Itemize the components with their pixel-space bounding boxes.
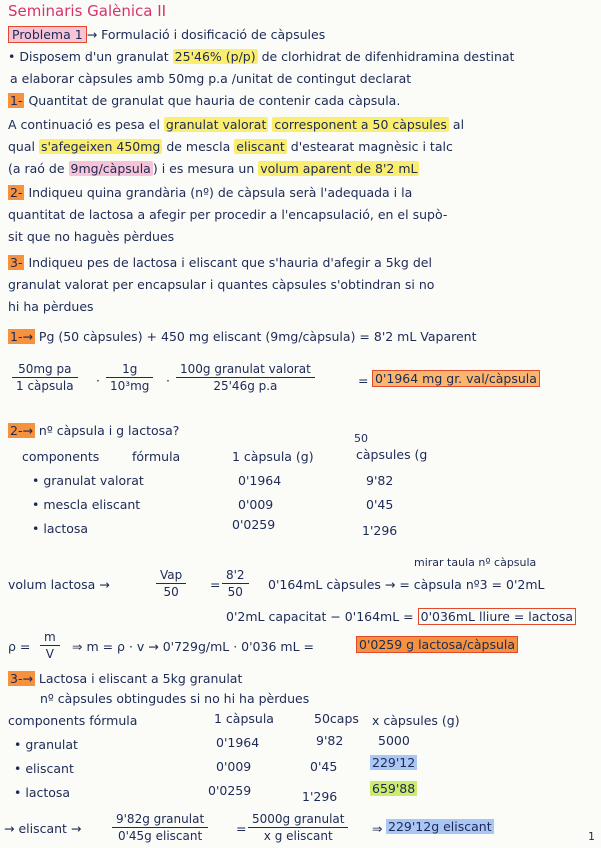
sol3-bottom-label: → eliscant → <box>4 821 82 836</box>
q2-number: 2- <box>10 185 23 200</box>
sol2-cap-a: 0'2mL capacitat − 0'164mL = <box>226 609 418 624</box>
sol2-row-2-one: 0'009 <box>238 497 274 512</box>
sol2-row-3-fifty: 1'296 <box>362 523 398 538</box>
q1-2d: corresponent a 50 càpsules <box>274 117 447 132</box>
sol2-vol-f2-den: 50 <box>227 585 243 599</box>
q1-3d: eliscant <box>236 139 285 154</box>
q2-line-3: sit que no haguès pèrdues <box>8 229 175 244</box>
sol2-col-formula: fórmula <box>132 449 181 464</box>
q1-2a: A continuació es pesa el <box>8 117 164 132</box>
sol2-vol-f1-num: Vap <box>156 568 186 584</box>
sol2-row-1-name: • granulat valorat <box>32 473 144 488</box>
sol3-b-f2-num: 5000g granulat <box>248 812 348 828</box>
sol3-col-components: components fórmula <box>8 713 138 728</box>
sol2-vol-fraction-1 <box>156 568 186 599</box>
q1-4c: ) i es mesura un <box>152 161 259 176</box>
sol1-result <box>372 372 540 386</box>
solution-1-line <box>8 330 477 344</box>
sol3-row-3-name: • lactosa <box>14 785 71 800</box>
sol3-row-3-x-value: 659'88 <box>372 781 416 796</box>
sol2-volume-label: volum lactosa → <box>8 577 110 592</box>
sol2-title-text: nº càpsula i g lactosa? <box>34 423 180 438</box>
q1-line-3 <box>8 140 453 154</box>
sol2-rho-num: m <box>40 630 60 646</box>
q1-text: Quantitat de granulat que hauria de contenir cada càpsula. <box>24 93 401 108</box>
q2-line-1: Indiqueu quina grandària (nº) de càpsula serà l'adequada i la <box>24 185 413 200</box>
q1-line-2 <box>8 118 464 132</box>
page-title: Seminaris Galènica II <box>8 2 167 20</box>
q1-3c: de mescla <box>162 139 235 154</box>
sol1-fraction-1 <box>12 362 78 393</box>
sol2-rho-den: V <box>45 647 54 661</box>
q1-3e: d'estearat magnèsic i talc <box>286 139 453 154</box>
sol3-row-3-fifty: 1'296 <box>302 789 338 804</box>
sol2-rho-formula: ⇒ m = ρ · v → 0'729g/mL · 0'036 mL = <box>72 639 314 654</box>
sol2-cap-b: 0'036mL lliure = lactosa <box>418 608 576 625</box>
q1-line-4 <box>8 162 419 176</box>
sol2-row-2-name: • mescla eliscant <box>32 497 141 512</box>
sol3-bottom-fraction-1 <box>112 812 208 843</box>
sol2-label: 2-→ <box>10 423 33 438</box>
sol1-f3-den: 25'46g p.a <box>213 379 278 393</box>
sol3-row-3-x <box>370 782 417 796</box>
sol1-text: Pg (50 càpsules) + 450 mg eliscant (9mg/càpsula) = 8'2 mL Vaparent <box>34 329 477 344</box>
sol3-row-2-fifty: 0'45 <box>310 759 338 774</box>
question-1 <box>8 94 400 108</box>
sol2-row-3-one: 0'0259 <box>232 517 276 532</box>
sol3-bottom-result <box>386 820 494 834</box>
sol3-b-f1-num: 9'82g granulat <box>112 812 208 828</box>
sol2-vol-rest: 0'164mL càpsules → = càpsula nº3 = 0'2mL <box>268 577 545 592</box>
sol3-row-2-x-value: 229'12 <box>372 755 416 770</box>
sol3-title-text: Lactosa i eliscant a 5kg granulat <box>34 671 243 686</box>
q1-2e: al <box>448 117 465 132</box>
q1-2b: granulat valorat <box>165 117 267 132</box>
sol3-row-2-name: • eliscant <box>14 761 74 776</box>
sol3-b-f1-den: 0'45g eliscant <box>117 829 203 843</box>
sol3-row-2-x <box>370 756 417 770</box>
q3-number: 3- <box>10 255 23 270</box>
sol2-vol-f2-num: 8'2 <box>222 568 249 584</box>
sol2-row-1-one: 0'1964 <box>238 473 282 488</box>
problem-header <box>8 28 325 42</box>
sol3-row-3-one: 0'0259 <box>208 783 252 798</box>
sol1-fraction-3 <box>176 362 315 393</box>
sol2-col-components: components <box>22 449 100 464</box>
sol3-row-1-one: 0'1964 <box>216 735 260 750</box>
intro-1c: de clorhidrat de difenhidramina destinat <box>257 49 515 64</box>
sol2-rho-result-value: 0'0259 g lactosa/càpsula <box>356 636 518 653</box>
solution-2-title <box>8 424 179 438</box>
question-3 <box>8 256 432 270</box>
sol1-f1-den: 1 càpsula <box>16 379 74 393</box>
sol3-row-1-name: • granulat <box>14 737 78 752</box>
sol3-label: 3-→ <box>10 671 33 686</box>
page-number: 1 <box>588 830 595 843</box>
q2-line-2: quantitat de lactosa a afegir per procedir a l'encapsulació, en el supò- <box>8 207 448 222</box>
sol2-vol-f1-den: 50 <box>163 585 179 599</box>
sol3-bottom-result-value: 229'12g eliscant <box>388 819 492 834</box>
q1-3b: s'afegeixen 450mg <box>40 139 161 154</box>
sol3-subtitle: nº càpsules obtingudes si no hi ha pèrdues <box>40 691 310 706</box>
sol1-f2-den: 10³mg <box>110 379 150 393</box>
sol1-dot-1: · <box>96 373 100 388</box>
sol2-vol-eq: = <box>210 577 221 592</box>
sol2-note: mirar taula nº càpsula <box>414 556 537 569</box>
sol2-rho-fraction <box>40 630 60 661</box>
sol3-row-1-x: 5000 <box>378 733 410 748</box>
sol3-col-one: 1 càpsula <box>214 711 274 726</box>
problem-label: Problema 1 <box>8 26 87 43</box>
sol3-bottom-fraction-2 <box>248 812 348 843</box>
sol3-row-1-fifty: 9'82 <box>316 733 344 748</box>
q1-3a: qual <box>8 139 39 154</box>
sol2-capacity-line <box>226 610 576 624</box>
sol2-col-fifty-top: 50 <box>354 432 368 445</box>
sol3-row-2-one: 0'009 <box>216 759 252 774</box>
q1-4a: (a raó de <box>8 161 69 176</box>
sol1-equals: = <box>358 373 369 388</box>
sol2-rho-label: ρ = <box>8 639 31 654</box>
sol2-rho-result <box>356 638 518 652</box>
sol1-fraction-2 <box>106 362 153 393</box>
intro-line-2: a elaborar càpsules amb 50mg p.a /unitat de contingut declarat <box>10 71 412 86</box>
sol2-row-1-fifty: 9'82 <box>366 473 394 488</box>
intro-line-1 <box>8 50 514 64</box>
q3-line-1: Indiqueu pes de lactosa i eliscant que s'hauria d'afegir a 5kg del <box>24 255 432 270</box>
sol2-vol-fraction-2 <box>222 568 249 599</box>
solution-3-title <box>8 672 242 686</box>
q1-4b: 9mg/càpsula <box>70 161 151 176</box>
intro-1a: • Disposem d'un granulat <box>8 49 173 64</box>
sol1-label: 1-→ <box>10 329 33 344</box>
intro-percentage: 25'46% (p/p) <box>174 49 256 64</box>
sol3-bottom-arrow: ⇒ <box>372 821 383 836</box>
sol1-f1-num: 50mg pa <box>12 362 78 378</box>
sol3-col-fifty: 50caps <box>314 711 359 726</box>
sol3-b-f2-den: x g eliscant <box>263 829 333 843</box>
q1-4d: volum aparent de 8'2 mL <box>260 161 418 176</box>
sol2-row-2-fifty: 0'45 <box>366 497 394 512</box>
sol1-f3-num: 100g granulat valorat <box>176 362 315 378</box>
sol1-dot-2: · <box>166 373 170 388</box>
q3-line-2: granulat valorat per encapsular i quantes càpsules s'obtindran si no <box>8 277 435 292</box>
problem-arrow: → Formulació i dosificació de càpsules <box>86 27 326 42</box>
sol2-row-3-name: • lactosa <box>32 521 89 536</box>
q3-line-3: hi ha pèrdues <box>8 299 94 314</box>
q1-number: 1- <box>10 93 23 108</box>
sol3-bottom-eq: = <box>236 821 247 836</box>
question-2 <box>8 186 412 200</box>
sol2-col-one-capsule: 1 càpsula (g) <box>232 449 314 464</box>
sol2-col-fifty: càpsules (g <box>356 447 428 462</box>
sol1-result-value: 0'1964 mg gr. val/càpsula <box>372 370 540 387</box>
sol1-f2-num: 1g <box>106 362 153 378</box>
sol3-col-x: x càpsules (g) <box>372 713 460 728</box>
